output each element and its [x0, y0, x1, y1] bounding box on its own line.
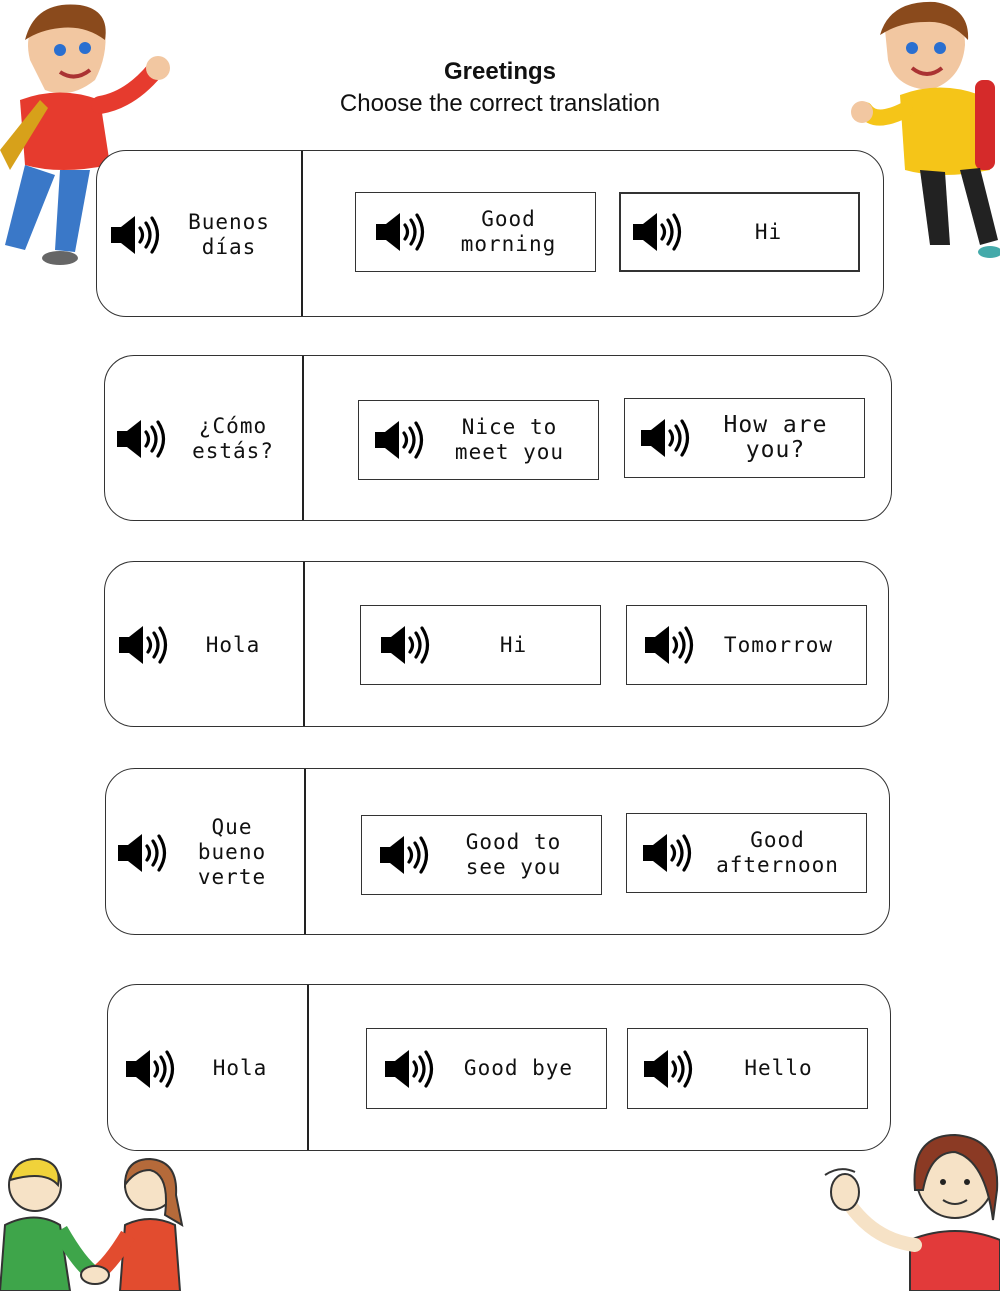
speaker-icon[interactable] — [117, 623, 173, 667]
prompt-text: Hola — [205, 632, 261, 657]
speaker-icon[interactable] — [641, 831, 697, 875]
option-text: Good to see you — [465, 830, 562, 879]
question-row-4 — [105, 768, 890, 935]
option-4b[interactable] — [626, 813, 867, 893]
question-row-2 — [104, 355, 892, 521]
option-text: Hi — [499, 632, 528, 657]
option-text: Good bye — [463, 1056, 574, 1080]
option-text: Nice to meet you — [454, 415, 565, 464]
option-text: Good morning — [460, 207, 557, 256]
speaker-icon[interactable] — [124, 1047, 180, 1091]
question-row-3 — [104, 561, 889, 727]
speaker-icon[interactable] — [379, 623, 435, 667]
option-text: Tomorrow — [723, 632, 834, 657]
speaker-icon[interactable] — [639, 416, 695, 460]
option-1b[interactable] — [619, 192, 860, 272]
row-divider — [304, 769, 306, 934]
row-divider — [301, 151, 303, 316]
question-row-1 — [96, 150, 884, 317]
row-divider — [302, 356, 304, 520]
row-divider — [303, 562, 305, 726]
speaker-icon[interactable] — [643, 623, 699, 667]
prompt-5 — [124, 985, 304, 1152]
question-row-5 — [107, 984, 891, 1151]
option-text: Good afternoon — [716, 828, 839, 877]
row-divider — [307, 985, 309, 1150]
girl-waving-illustration — [815, 1130, 1000, 1291]
speaker-icon[interactable] — [373, 418, 429, 462]
option-4a[interactable] — [361, 815, 602, 895]
option-text: How are you? — [723, 412, 828, 463]
page-subtitle: Choose the correct translation — [339, 90, 661, 117]
prompt-text: ¿Cómo estás? — [192, 414, 274, 463]
speaker-icon[interactable] — [374, 210, 430, 254]
speaker-icon[interactable] — [631, 210, 687, 254]
option-2a[interactable] — [358, 400, 599, 480]
handshake-illustration — [0, 1155, 190, 1291]
option-5a[interactable] — [366, 1028, 607, 1109]
prompt-4 — [116, 769, 301, 936]
prompt-2 — [115, 356, 300, 522]
prompt-text: Que bueno verte — [197, 815, 267, 889]
option-1a[interactable] — [355, 192, 596, 272]
speaker-icon[interactable] — [383, 1047, 439, 1091]
prompt-text: Hola — [212, 1056, 268, 1080]
speaker-icon[interactable] — [378, 833, 434, 877]
option-text: Hi — [754, 219, 783, 244]
page-title: Greetings — [443, 58, 557, 85]
speaker-icon[interactable] — [642, 1047, 698, 1091]
option-3a[interactable] — [360, 605, 601, 685]
speaker-icon[interactable] — [115, 417, 171, 461]
option-2b[interactable] — [624, 398, 865, 478]
option-3b[interactable] — [626, 605, 867, 685]
prompt-3 — [117, 562, 302, 728]
prompt-1 — [109, 151, 299, 318]
option-text: Hello — [744, 1056, 813, 1080]
speaker-icon[interactable] — [116, 831, 172, 875]
speaker-icon[interactable] — [109, 213, 165, 257]
option-5b[interactable] — [627, 1028, 868, 1109]
prompt-text: Buenos días — [188, 209, 270, 259]
